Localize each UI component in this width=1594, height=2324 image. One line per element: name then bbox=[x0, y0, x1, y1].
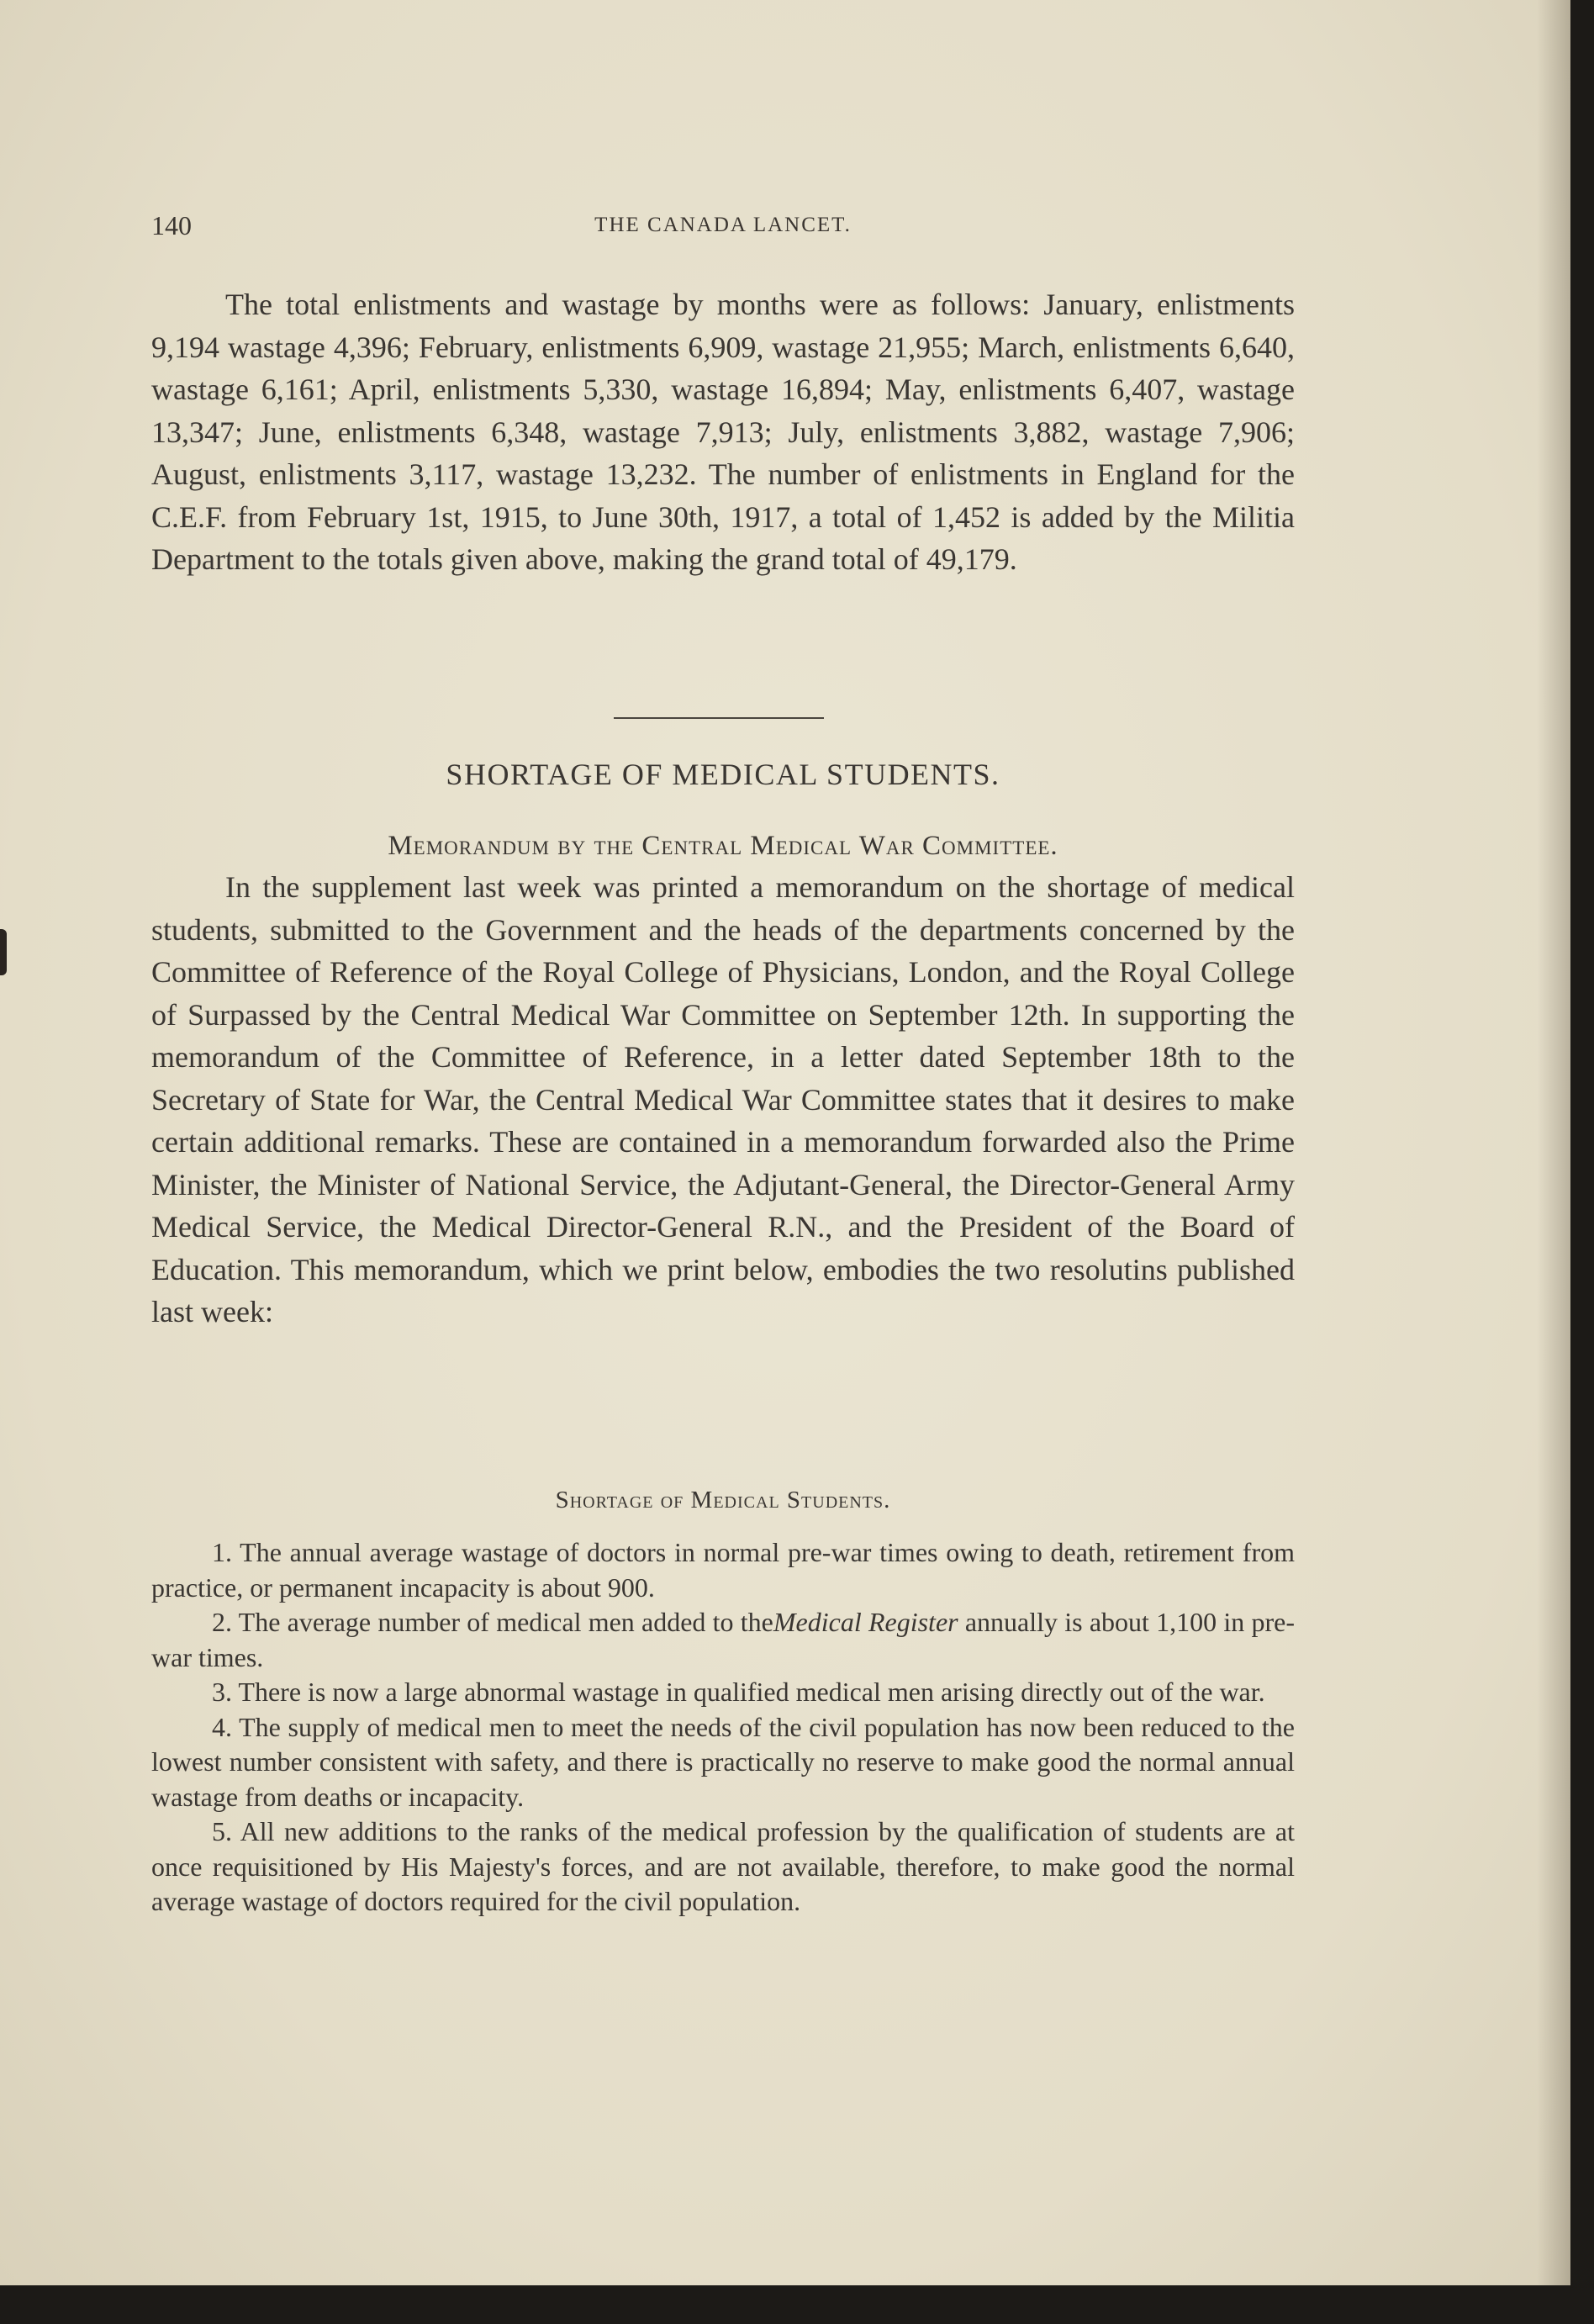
list-item-4: 4. The supply of medical men to meet the needs of the civil population has now been reduced to the lowest number consistent with safety, and there is practically no reserve to make good the normal annual wastage from deaths or incapacity. bbox=[151, 1711, 1295, 1812]
page-edge-mark bbox=[0, 929, 7, 975]
list-item-2-italic: Medical Register bbox=[773, 1607, 958, 1637]
list-item-5: 5. All new additions to the ranks of the medical profession by the qualification of students are at once requisitioned by His Majesty's forces, and are not available, therefore, to make good the normal average wastage of doctors required for the civil population. bbox=[151, 1816, 1295, 1916]
intro-paragraph: The total enlistments and wastage by months were as follows: January, enlistments 9,194 wastage 4,396; February, enlistments 6,909, wastage 21,955; March, enlistments 6,640, wastage 6,161; April, enlistments 5,330, wastage 16,894; May, enlistments 6,407, wastage 13,347; June, enlistments 6,348, wastage 7,913; July, enlistments 3,882, wastage 7,906; August, enlistments 3,117, wastage 13,232. The number of enlistments in England for the C.E.F. from February 1st, 1915, to June 30th, 1917, a total of 1,452 is added by the Militia Department to the totals given above, making the grand total of 49,179. bbox=[151, 288, 1295, 576]
memorandum-paragraph: In the supplement last week was printed a memorandum on the shortage of medical students, submitted to the Government and the heads of the departments concerned by the Committee of Reference of the Royal College of Physicians, London, and the Royal College of Surpassed by the Central Medical War Committee on September 12th. In supporting the memorandum of the Committee of Reference, in a letter dated September 18th to the Secretary of State for War, the Central Medical War Committee states that it desires to make certain additional remarks. These are contained in a memorandum forwarded also the Prime Minister, the Minister of National Service, the Adjutant-General, the Director-General Army Medical Service, the Medical Director-General R.N., and the President of the Board of Education. This memorandum, which we print below, embodies the two resolutins published last week: bbox=[151, 870, 1295, 1328]
journal-title: THE CANADA LANCET. bbox=[594, 214, 852, 236]
list-item-2-post: annually is about 1,100 in pre-war times. bbox=[151, 1607, 1296, 1672]
intro-section bbox=[151, 283, 1295, 581]
article-title: SHORTAGE OF MEDICAL STUDENTS. bbox=[446, 758, 1000, 791]
page-number: 140 bbox=[151, 210, 192, 240]
section-divider bbox=[614, 717, 824, 719]
list-item-1: 1. The annual average wastage of doctors in normal pre-war times owing to death, retirement from practice, or permanent incapacity is about 900. bbox=[151, 1537, 1295, 1603]
list-item-3: 3. There is now a large abnormal wastage in qualified medical men arising directly out of the war. bbox=[212, 1677, 1265, 1707]
running-head bbox=[151, 210, 1295, 244]
list-item-2 bbox=[151, 1605, 1295, 1675]
list-heading: Shortage of Medical Students. bbox=[555, 1487, 891, 1513]
article-subtitle: Memorandum by the Central Medical War Committee. bbox=[388, 831, 1058, 861]
numbered-list bbox=[151, 1535, 1295, 1920]
page-binding-shadow bbox=[1537, 0, 1570, 2285]
list-item-2-pre: 2. The average number of medical men added to the bbox=[212, 1607, 773, 1637]
memorandum-section bbox=[151, 866, 1295, 1334]
